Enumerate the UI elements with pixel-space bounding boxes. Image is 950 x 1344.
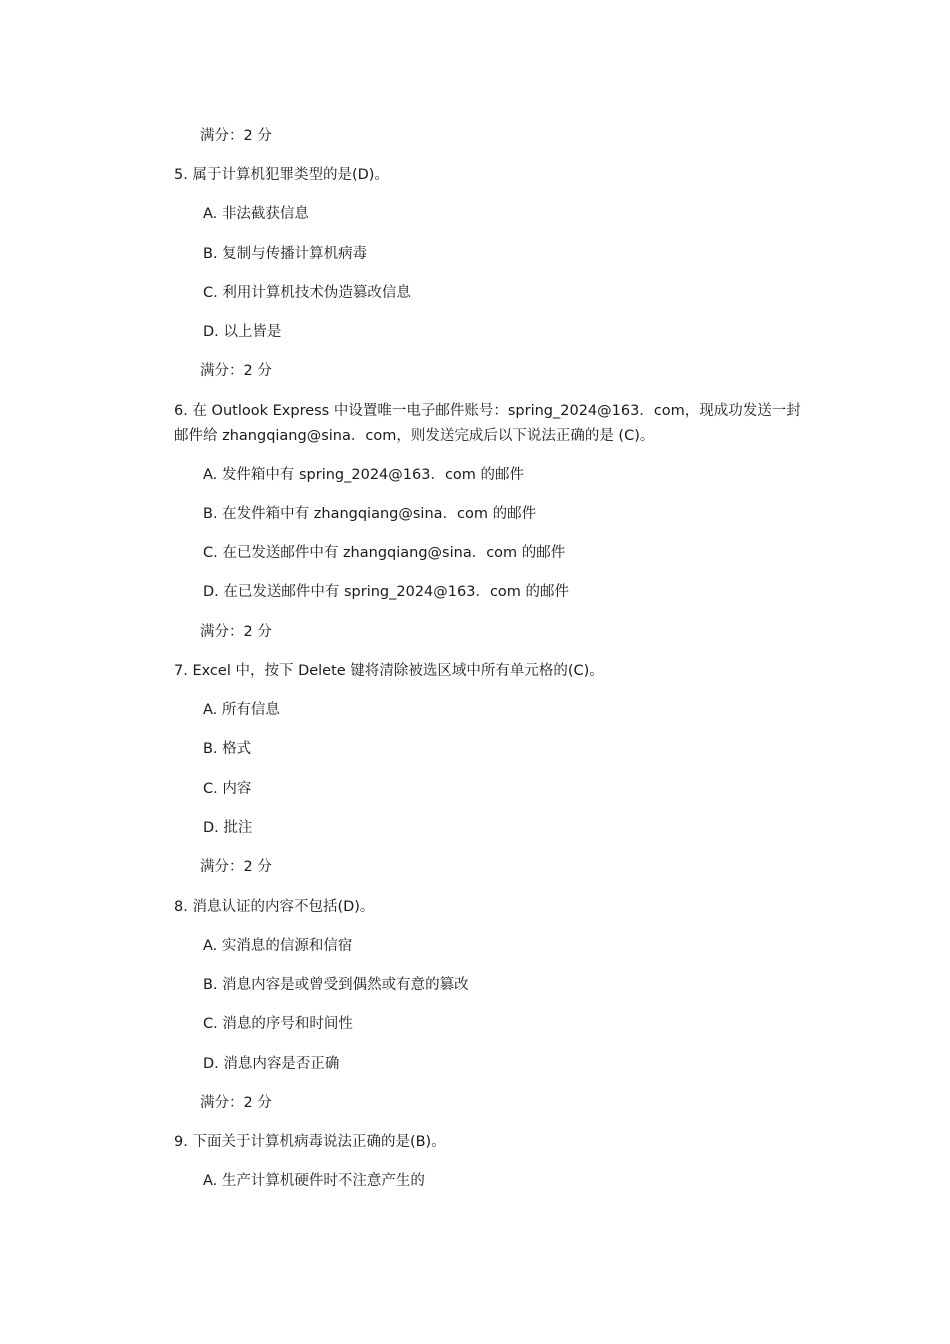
q8-score: 满分：2 分	[200, 1095, 272, 1111]
q6-option-c: C. 在已发送邮件中有 zhangqiang@sina．com 的邮件	[203, 545, 566, 561]
q8-option-c: C. 消息的序号和时间性	[203, 1016, 353, 1032]
q5-score: 满分：2 分	[200, 363, 272, 379]
q5-stem: 5. 属于计算机犯罪类型的是(D)。	[174, 167, 389, 183]
q4-score: 满分：2 分	[200, 128, 272, 144]
q7-option-d: D. 批注	[203, 820, 253, 836]
q8-option-d: D. 消息内容是否正确	[203, 1056, 340, 1072]
q9-option-a: A. 生产计算机硬件时不注意产生的	[203, 1173, 425, 1189]
q8-option-b: B. 消息内容是或曾受到偶然或有意的篡改	[203, 977, 469, 993]
q8-option-a: A. 实消息的信源和信宿	[203, 938, 353, 954]
q6-option-a: A. 发件箱中有 spring_2024@163．com 的邮件	[203, 467, 525, 483]
q7-option-a: A. 所有信息	[203, 702, 280, 718]
q8-stem: 8. 消息认证的内容不包括(D)。	[174, 899, 375, 915]
q6-option-b: B. 在发件箱中有 zhangqiang@sina．com 的邮件	[203, 506, 537, 522]
q7-option-b: B. 格式	[203, 741, 252, 757]
q5-option-a: A. 非法截获信息	[203, 206, 309, 222]
q5-option-d: D. 以上皆是	[203, 324, 282, 340]
q5-option-c: C. 利用计算机技术伪造篡改信息	[203, 285, 411, 301]
q7-option-c: C. 内容	[203, 781, 252, 797]
q5-option-b: B. 复制与传播计算机病毒	[203, 246, 368, 262]
q6-score: 满分：2 分	[200, 624, 272, 640]
q6-stem: 6. 在 Outlook Express 中设置唯一电子邮件账号：spring_2024@163．com，现成功发送一封邮件给 zhangqiang@sina．com，则发送完成后以下说法正确的是 (C)。	[174, 403, 801, 444]
q7-score: 满分：2 分	[200, 859, 272, 875]
q9-stem: 9. 下面关于计算机病毒说法正确的是(B)。	[174, 1134, 446, 1150]
q6-option-d: D. 在已发送邮件中有 spring_2024@163．com 的邮件	[203, 584, 570, 600]
q7-stem: 7. Excel 中，按下 Delete 键将清除被选区域中所有单元格的(C)。	[174, 663, 604, 679]
